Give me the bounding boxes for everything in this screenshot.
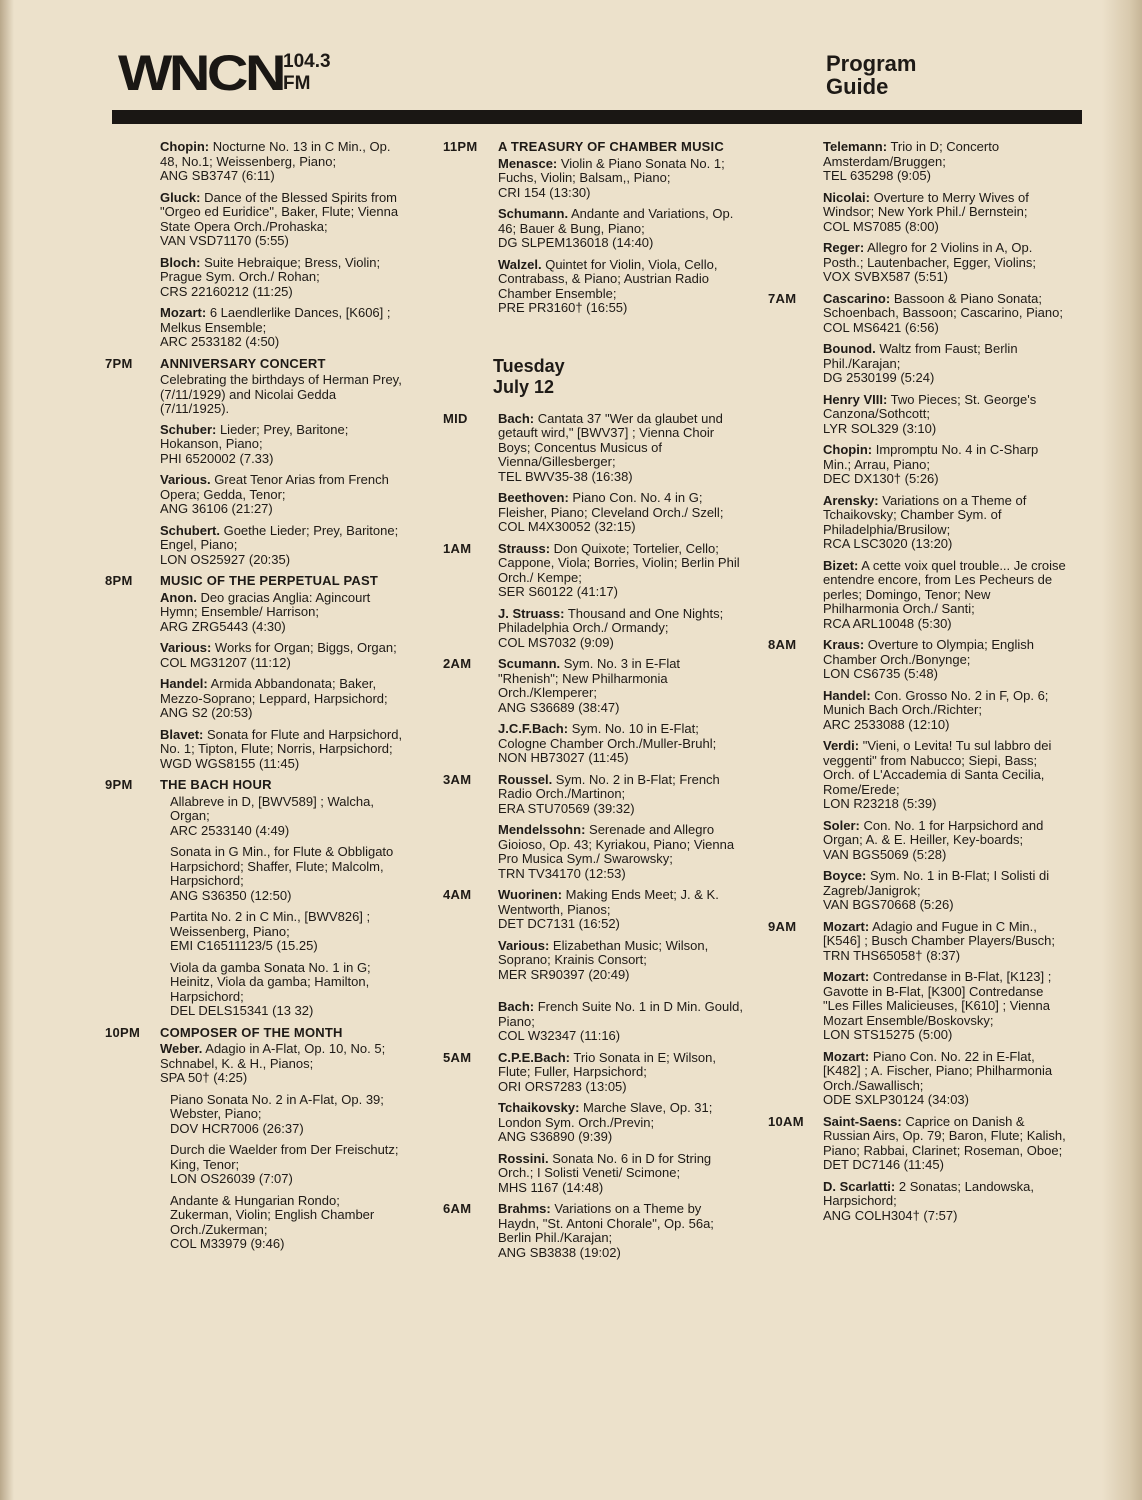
catalog-number: TRN TV34170 (12:53) [498, 865, 626, 881]
catalog-number: PHI 6520002 (7.33) [160, 450, 274, 466]
catalog-number: ERA STU70569 (39:32) [498, 800, 635, 816]
program-entry [160, 306, 405, 350]
composer-name: Kraus: [823, 637, 865, 652]
composer-name: Bizet: [823, 557, 859, 573]
time-slot [105, 574, 405, 771]
catalog-number: LON CS6735 (5:48) [823, 666, 938, 681]
catalog-number: TEL BWV35-38 (16:38) [498, 468, 633, 484]
catalog-number: LON R23218 (5:39) [823, 796, 937, 811]
time-label: 8PM [105, 573, 133, 588]
catalog-number: CRS 22160212 (11:25) [160, 283, 293, 299]
program-entry [160, 524, 405, 568]
catalog-number: COL M33979 (9:46) [170, 1236, 285, 1251]
work-details: Suite Hebraique; Bress, Violin; Prague Sym. Orch./ Rohan; [160, 254, 381, 284]
catalog-number: ANG S2 (20:53) [160, 705, 253, 720]
slot-body [160, 357, 405, 568]
work-details: Two Pieces; St. George's Canzona/Sothcott; [823, 391, 1037, 421]
composer-name: Saint-Saens: [823, 1113, 902, 1129]
time-label: 11PM [443, 139, 478, 154]
catalog-number: DG 2530199 (5:24) [823, 370, 935, 385]
program-entry [160, 677, 405, 721]
time-slot [768, 1115, 1068, 1224]
composer-name: Telemann: [823, 139, 888, 154]
slot-body [160, 140, 405, 350]
composer-name: Tchaikovsky: [498, 1100, 580, 1115]
composer-name: Bounod. [823, 341, 876, 356]
composer-name: Chopin: [160, 139, 210, 154]
time-slot [443, 140, 743, 316]
show-title: THE BACH HOUR [160, 777, 272, 792]
work-details: Sonata in G Min., for Flute & Obbligato Harpsichord; Shaffer, Flute; Malcolm, Harpsichord; [170, 844, 394, 888]
composer-name: Beethoven: [498, 490, 569, 505]
work-details: Goethe Lieder; Prey, Baritone; Engel, Piano; [160, 522, 399, 552]
composer-name: Mozart: [823, 969, 870, 984]
continued-slot [105, 140, 405, 350]
catalog-number: CRI 154 (13:30) [498, 184, 591, 200]
program-entry [823, 869, 1068, 913]
catalog-number: ANG SB3838 (19:02) [498, 1244, 621, 1260]
work-details: Overture to Merry Wives of Windsor; New York Phil./ Bernstein; [823, 189, 1029, 219]
logo-band: FM [283, 73, 311, 94]
time-slot [443, 412, 743, 535]
time-slot [443, 773, 743, 882]
catalog-number: VAN VSD71170 (5:55) [160, 233, 289, 248]
catalog-number: MER SR90397 (20:49) [498, 966, 630, 982]
catalog-number: ODE SXLP30124 (34:03) [823, 1092, 969, 1107]
work-details: A cette voix quel trouble... Je croise entendre encore, from Les Pecheurs de perles; Domingo, Tenor; New Philharmonia Orch./ Santi; [823, 557, 1066, 616]
composer-name: J. Struass: [498, 605, 565, 621]
work-details: Sonata No. 6 in D for String Orch.; I Solisti Veneti/ Scimone; [498, 1150, 712, 1180]
slot-body [160, 1026, 405, 1252]
program-entry [160, 423, 405, 467]
program-entry [823, 140, 1068, 184]
composer-name: Rossini. [498, 1150, 549, 1166]
slot-body [823, 140, 1068, 285]
program-entry [823, 739, 1068, 812]
work-details: Nocturne No. 13 in C Min., Op. 48, No.1; Weissenberg, Piano; [160, 139, 391, 169]
time-label: 10AM [768, 1113, 804, 1129]
continued-slot [768, 140, 1068, 285]
catalog-number: COL MS6421 (6:56) [823, 319, 939, 335]
slot-body [498, 1202, 743, 1260]
work-details: Great Tenor Arias from French Opera; Gedda, Tenor; [160, 472, 389, 502]
page-title-line1: Program [826, 51, 917, 76]
work-details: French Suite No. 1 in D Min. Gould, Piano; [498, 999, 743, 1029]
composer-name: Arensky: [823, 492, 879, 508]
program-entry [160, 728, 405, 772]
program-entry [160, 910, 405, 954]
work-details: Variations on a Theme of Tchaikovsky; Chamber Sym. of Philadelphia/Brusilow; [823, 492, 1027, 537]
catalog-number: COL MG31207 (11:12) [160, 654, 291, 670]
work-details: Con. Grosso No. 2 in F, Op. 6; Munich Bach Orch./Richter; [823, 687, 1049, 717]
work-details: Viola da gamba Sonata No. 1 in G; Heinitz, Viola da gamba; Hamilton, Harpsichord; [170, 959, 371, 1004]
header-rule [112, 110, 1082, 124]
work-details: Sym. No. 2 in B-Flat; French Radio Orch./Martinon; [498, 771, 720, 801]
work-details: "Vieni, o Levita! Tu sul labbro dei veggenti" from Nabucco; Siepi, Bass; Orch. of L'Accademia di Santa Cecilia, Rome/Erede; [823, 738, 1052, 797]
composer-name: Anon. [160, 589, 197, 605]
catalog-number: ARC 2533182 (4:50) [160, 334, 280, 349]
composer-name: Handel: [160, 676, 208, 691]
composer-name: Wuorinen: [498, 887, 563, 902]
composer-name: J.C.F.Bach: [498, 721, 569, 736]
time-slot [443, 542, 743, 651]
program-entry [160, 1093, 405, 1137]
catalog-number: DEC DX130† (5:26) [823, 471, 939, 486]
composer-name: Weber. [160, 1041, 203, 1056]
composer-name: Mozart: [160, 305, 207, 320]
catalog-number: TRN THS65058† (8:37) [823, 947, 961, 963]
time-slot [768, 920, 1068, 1108]
composer-name: Handel: [823, 687, 871, 703]
work-details: Andante and Variations, Op. 46; Bauer & Bung, Piano; [498, 206, 734, 236]
work-details: Violin & Piano Sonata No. 1; Fuchs, Violin; Balsam,, Piano; [498, 155, 725, 185]
show-title: A TREASURY OF CHAMBER MUSIC [498, 139, 724, 154]
composer-name: Walzel. [498, 256, 542, 272]
composer-name: Schubert. [160, 522, 220, 538]
composer-name: C.P.E.Bach: [498, 1049, 571, 1065]
work-details: Sonata for Flute and Harpsichord, No. 1; Tipton, Flute; Norris, Harpsichord; [160, 726, 403, 756]
program-entry [160, 1042, 405, 1086]
work-details: Caprice on Danish & Russian Airs, Op. 79; Baron, Flute; Kalish, Piano; Rabbai, Clarinet; Roseman, Oboe; [823, 1113, 1066, 1158]
work-details: Thousand and One Nights; Philadelphia Orch./ Ormandy; [498, 605, 724, 635]
column-1 [105, 140, 405, 1259]
composer-name: Boyce: [823, 868, 867, 883]
composer-name: Mozart: [823, 918, 870, 934]
time-label: 1AM [443, 540, 472, 556]
work-details: Quintet for Violin, Viola, Cello, Contrabass, & Piano; Austrian Radio Chamber Ensemble; [498, 256, 718, 301]
slot-body [823, 638, 1068, 913]
show-title: MUSIC OF THE PERPETUAL PAST [160, 573, 378, 588]
time-label: 7PM [105, 355, 133, 371]
program-entry [160, 473, 405, 517]
work-details: Deo gracias Anglia: Agincourt Hymn; Ensemble/ Harrison; [160, 589, 371, 619]
program-entry [498, 722, 743, 766]
show-title: ANNIVERSARY CONCERT [160, 355, 326, 371]
column-3 [768, 140, 1068, 1230]
composer-name: Gluck: [160, 189, 201, 205]
work-details: Allegro for 2 Violins in A, Op. Posth.; Lautenbacher, Egger, Violins; [823, 240, 1036, 270]
work-details: Adagio in A-Flat, Op. 10, No. 5; Schnabel, K. & H., Pianos; [160, 1041, 386, 1071]
work-details: Piano Con. No. 22 in E-Flat, [K482] ; A. Fischer, Piano; Philharmonia Orch./Sawallisch; [823, 1048, 1053, 1093]
composer-name: Brahms: [498, 1201, 551, 1216]
program-entry [498, 1152, 743, 1196]
time-label: MID [443, 410, 468, 426]
program-entry [160, 961, 405, 1019]
program-entry [823, 689, 1068, 733]
time-label: 9PM [105, 777, 133, 792]
slot-body [823, 1115, 1068, 1224]
time-slot [105, 778, 405, 1019]
catalog-number: PRE PR3160† (16:55) [498, 300, 628, 315]
work-details: Contredanse in B-Flat, [K123] ; Gavotte in B-Flat, [K300] Contredanse "Les Filles Malicieuses, [K610] ; Vienna Mozart Ensemble/Boskovsky; [823, 969, 1052, 1028]
catalog-number: WGD WGS8155 (11:45) [160, 755, 300, 771]
program-entry [823, 241, 1068, 285]
program-entry [823, 494, 1068, 552]
catalog-number: ANG S36350 (12:50) [170, 887, 292, 903]
catalog-number: VOX SVBX587 (5:51) [823, 269, 949, 284]
work-details: Sym. No. 3 in E-Flat "Rhenish"; New Philharmonia Orch./Klemperer; [498, 656, 681, 700]
program-entry [160, 191, 405, 249]
show-title: COMPOSER OF THE MONTH [160, 1024, 343, 1040]
program-entry [498, 773, 743, 817]
work-details: Works for Organ; Biggs, Organ; [211, 640, 397, 655]
day-date: July 12 [493, 376, 555, 397]
work-details: Partita No. 2 in C Min., [BWV826] ; Weissenberg, Piano; [170, 909, 371, 939]
work-details: Making Ends Meet; J. & K. Wentworth, Pianos; [498, 887, 719, 917]
work-details: Armida Abbandonata; Baker, Mezzo-Soprano; Leppard, Harpsichord; [160, 676, 388, 706]
program-entry [498, 888, 743, 932]
time-slot [443, 1202, 743, 1260]
time-label: 7AM [768, 290, 797, 306]
column-2 [443, 140, 743, 1267]
program-entry [498, 258, 743, 316]
program-entry [498, 939, 743, 983]
program-entry [823, 443, 1068, 487]
time-label: 5AM [443, 1049, 472, 1065]
composer-name: Nicolai: [823, 189, 870, 205]
work-details: Elizabethan Music; Wilson, Soprano; Krainis Consort; [498, 937, 709, 967]
work-details: Trio in D; Concerto Amsterdam/Bruggen; [823, 139, 1000, 169]
composer-name: Strauss: [498, 540, 551, 556]
composer-name: Schumann. [498, 206, 569, 221]
work-details: Overture to Olympia; English Chamber Orch./Bonynge; [823, 637, 1034, 667]
composer-name: Henry VIII: [823, 391, 888, 407]
work-details: Lieder; Prey, Baritone; Hokanson, Piano; [160, 421, 349, 451]
catalog-number: COL W32347 (11:16) [498, 1028, 621, 1043]
composer-name: Scumann. [498, 656, 561, 671]
work-details: Sym. No. 1 in B-Flat; I Solisti di Zagreb/Janigrok; [823, 868, 1050, 898]
composer-name: Various. [160, 472, 211, 487]
catalog-number: TEL 635298 (9:05) [823, 168, 931, 183]
composer-name: Mozart: [823, 1048, 870, 1064]
work-details: Bassoon & Piano Sonata; Schoenbach, Bassoon; Cascarino, Piano; [823, 290, 1063, 320]
slot-body [498, 888, 743, 1044]
catalog-number: SER S60122 (41:17) [498, 584, 618, 599]
program-entry [160, 591, 405, 635]
work-details: Serenade and Allegro Gioioso, Op. 43; Kyriakou, Piano; Vienna Pro Musica Sym./ Swarowsky; [498, 822, 735, 866]
composer-name: Bach: [498, 410, 535, 426]
day-heading [493, 356, 743, 398]
slot-body [498, 542, 743, 651]
time-slot [768, 292, 1068, 632]
program-entry [823, 920, 1068, 964]
composer-name: Reger: [823, 240, 865, 255]
program-entry [823, 1050, 1068, 1108]
catalog-number: DG SLPEM136018 (14:40) [498, 235, 654, 250]
program-entry [498, 1000, 743, 1044]
composer-name: Bach: [498, 999, 535, 1014]
slot-body [498, 412, 743, 535]
work-details: Dance of the Blessed Spirits from "Orgeo ed Euridice", Baker, Flute; Vienna State Opera Orch./Prohaska; [160, 189, 399, 234]
work-details: Piano Sonata No. 2 in A-Flat, Op. 39; Webster, Piano; [170, 1091, 384, 1121]
work-details: Variations on a Theme by Haydn, "St. Antoni Chorale", Op. 56a; Berlin Phil./Karajan; [498, 1201, 714, 1245]
work-details: Cantata 37 "Wer da glaubet und getauft wird," [BWV37] ; Vienna Choir Boys; Concentus Musicus of Vienna/Gillesberger; [498, 410, 723, 469]
work-details: Trio Sonata in E; Wilson, Flute; Fuller, Harpsichord; [498, 1049, 716, 1079]
time-slot [443, 657, 743, 766]
program-entry [160, 795, 405, 839]
slot-body [498, 773, 743, 882]
page-title-line2: Guide [826, 74, 889, 99]
program-entry [823, 393, 1068, 437]
composer-name: Blavet: [160, 726, 204, 742]
program-entry [498, 823, 743, 881]
composer-name: Verdi: [823, 738, 860, 753]
program-entry [160, 1194, 405, 1252]
work-details: Impromptu No. 4 in C-Sharp Min.; Arrau, Piano; [823, 442, 1039, 472]
work-details: Piano Con. No. 4 in G; Fleisher, Piano; Cleveland Orch./ Szell; [498, 490, 724, 520]
program-entry [160, 641, 405, 670]
catalog-number: LON OS26039 (7:07) [170, 1171, 293, 1186]
time-label: 2AM [443, 656, 472, 671]
work-details: Andante & Hungarian Rondo; Zukerman, Violin; English Chamber Orch./Zukerman; [170, 1192, 375, 1237]
page-edge-shadow [1102, 0, 1142, 1500]
program-entry [160, 845, 405, 903]
catalog-number: EMI C16511123/5 (15.25) [170, 938, 318, 953]
work-details: 6 Laendlerlike Dances, [K606] ; Melkus Ensemble; [160, 305, 391, 335]
catalog-number: NON HB73027 (11:45) [498, 750, 629, 765]
slot-body [498, 657, 743, 766]
logo-frequency: 104.3 [283, 51, 331, 72]
composer-name: Roussel. [498, 771, 553, 787]
catalog-number: DET DC7131 (16:52) [498, 916, 620, 931]
composer-name: Menasce: [498, 155, 558, 171]
catalog-number: ANG COLH304† (7:57) [823, 1207, 958, 1223]
catalog-number: DET DC7146 (11:45) [823, 1157, 944, 1172]
program-entry [498, 1101, 743, 1145]
work-details: Sym. No. 10 in E-Flat; Cologne Chamber Orch./Muller-Bruhl; [498, 721, 717, 751]
composer-name: Various: [160, 640, 212, 655]
program-entry [160, 256, 405, 300]
page-binding-shadow [0, 0, 14, 1500]
program-entry [498, 207, 743, 251]
page-title [826, 52, 916, 98]
program-entry [498, 157, 743, 201]
time-slot [443, 888, 743, 1044]
time-slot [105, 1026, 405, 1252]
time-label: 6AM [443, 1201, 472, 1216]
catalog-number: COL MS7032 (9:09) [498, 634, 614, 650]
time-slot [105, 357, 405, 568]
program-entry [823, 559, 1068, 632]
catalog-number: MHS 1167 (14:48) [498, 1179, 604, 1195]
catalog-number: DEL DELS15341 (13 32) [170, 1003, 314, 1018]
composer-name: Bloch: [160, 254, 201, 270]
catalog-number: SPA 50† (4:25) [160, 1070, 248, 1085]
work-details: 2 Sonatas; Landowska, Harpsichord; [823, 1178, 1035, 1208]
catalog-number: ARG ZRG5443 (4:30) [160, 618, 286, 634]
slot-body [823, 920, 1068, 1108]
catalog-number: COL M4X30052 (32:15) [498, 519, 636, 534]
program-entry [823, 1180, 1068, 1224]
work-details: Don Quixote; Tortelier, Cello; Cappone, Viola; Borries, Violin; Berlin Phil Orch./ Kempe; [498, 540, 740, 585]
time-slot [443, 1051, 743, 1196]
time-slot [768, 638, 1068, 913]
program-entry [823, 191, 1068, 235]
program-entry [498, 657, 743, 715]
catalog-number: ANG SB3747 (6:11) [160, 168, 275, 183]
program-entry [498, 491, 743, 535]
catalog-number: COL MS7085 (8:00) [823, 218, 939, 234]
program-entry [160, 1143, 405, 1187]
program-entry [498, 1051, 743, 1095]
composer-name: Cascarino: [823, 290, 891, 306]
program-entry [498, 1202, 743, 1260]
program-entry [823, 292, 1068, 336]
work-details: Adagio and Fugue in C Min., [K546] ; Busch Chamber Players/Busch; [823, 918, 1055, 948]
work-details: Waltz from Faust; Berlin Phil./Karajan; [823, 341, 1018, 371]
day-name: Tuesday [493, 355, 565, 376]
catalog-number: LON STS15275 (5:00) [823, 1027, 953, 1042]
slot-body [160, 574, 405, 771]
catalog-number: LYR SOL329 (3:10) [823, 420, 937, 436]
catalog-number: ANG 36106 (21:27) [160, 501, 273, 516]
work-details: Marche Slave, Op. 31; London Sym. Orch./Previn; [498, 1100, 713, 1130]
work-details: Allabreve in D, [BWV589] ; Walcha, Organ; [170, 793, 374, 823]
program-entry [823, 1115, 1068, 1173]
time-label: 8AM [768, 637, 797, 652]
program-entry [823, 819, 1068, 863]
composer-name: Schuber: [160, 421, 217, 437]
catalog-number: ARC 2533140 (4:49) [170, 822, 290, 838]
slot-body [498, 1051, 743, 1196]
program-entry [823, 970, 1068, 1043]
program-entry [498, 412, 743, 485]
catalog-number: ORI ORS7283 (13:05) [498, 1078, 627, 1094]
work-details: Durch die Waelder from Der Freischutz; King, Tenor; [170, 1142, 399, 1172]
program-entry [823, 638, 1068, 682]
slot-body [823, 292, 1068, 632]
time-label: 3AM [443, 771, 472, 787]
program-entry [160, 140, 405, 184]
catalog-number: ARC 2533088 (12:10) [823, 716, 950, 732]
catalog-number: VAN BGS5069 (5:28) [823, 846, 947, 862]
catalog-number: ANG S36689 (38:47) [498, 699, 620, 715]
catalog-number: VAN BGS70668 (5:26) [823, 897, 954, 912]
time-label: 4AM [443, 887, 472, 902]
time-label: 9AM [768, 918, 797, 934]
show-description: Celebrating the birthdays of Herman Prey, (7/11/1929) and Nicolai Gedda (7/11/1925). [160, 372, 402, 416]
time-label: 10PM [105, 1024, 141, 1040]
program-entry [498, 607, 743, 651]
composer-name: D. Scarlatti: [823, 1178, 896, 1194]
catalog-number: DOV HCR7006 (26:37) [170, 1120, 304, 1136]
composer-name: Mendelssohn: [498, 822, 586, 837]
work-details: Con. No. 1 for Harpsichord and Organ; A. & E. Heiller, Key-boards; [823, 817, 1044, 847]
catalog-number: ANG S36890 (9:39) [498, 1129, 613, 1144]
program-entry [823, 342, 1068, 386]
slot-body [160, 778, 405, 1019]
catalog-number: RCA LSC3020 (13:20) [823, 536, 953, 551]
catalog-number: LON OS25927 (20:35) [160, 551, 291, 567]
catalog-number: RCA ARL10048 (5:30) [823, 615, 952, 631]
composer-name: Chopin: [823, 442, 873, 457]
composer-name: Various: [498, 937, 550, 953]
logo-wordmark: WNCN [118, 45, 284, 101]
composer-name: Soler: [823, 817, 860, 833]
program-entry [498, 542, 743, 600]
slot-body [498, 140, 743, 316]
